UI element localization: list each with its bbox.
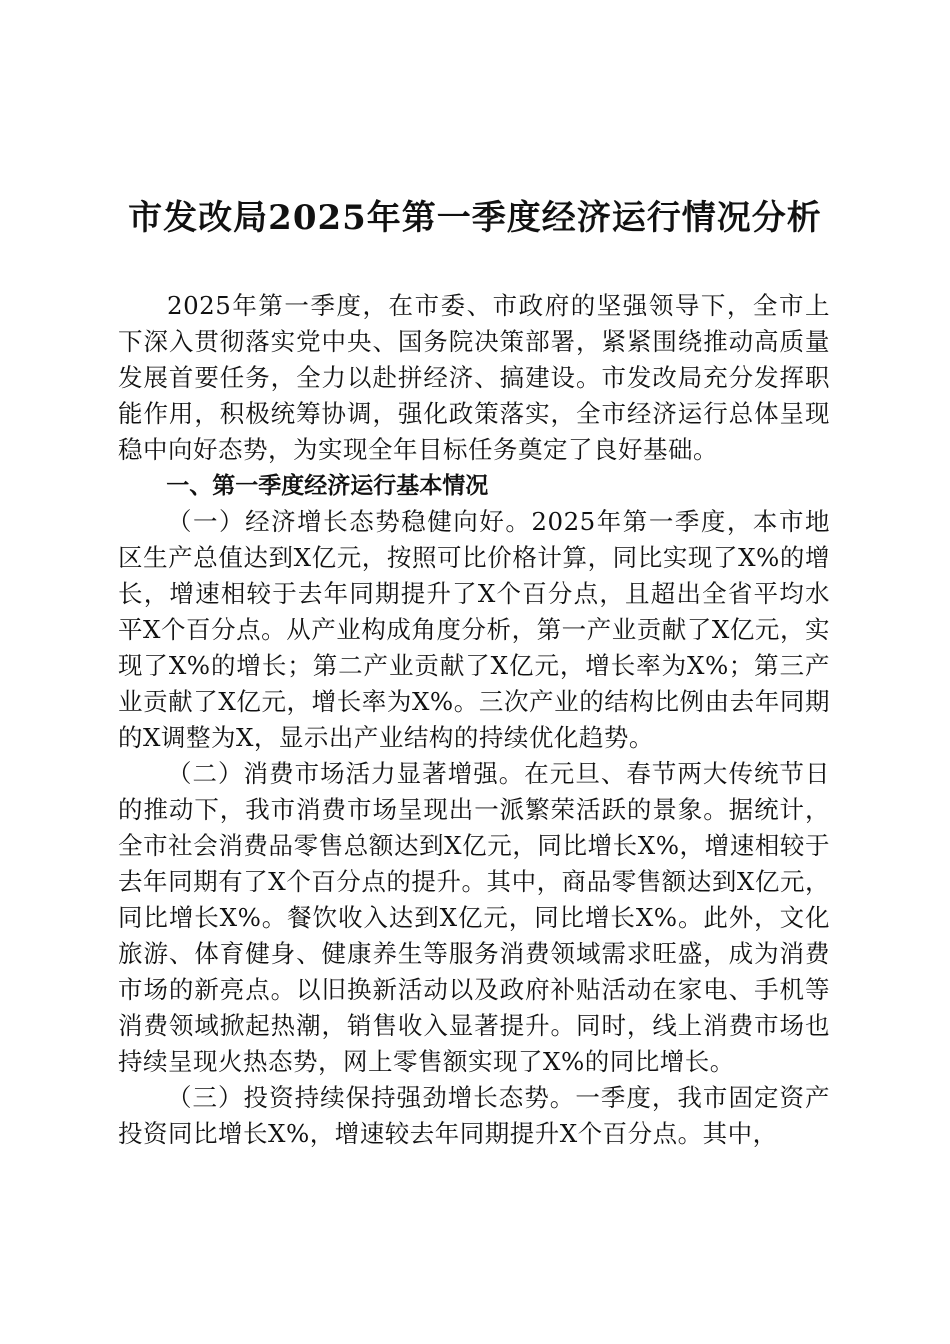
paragraph-lead: （二）消费市场活力显著增强。 [167,759,525,788]
paragraph-text: 一季度，我市固定资产投资同比增长X%，增速较去年同期提升X个百分点。其中， [118,1083,831,1148]
paragraph-economic-growth [118,504,830,756]
paragraph-lead: （三）投资持续保持强劲增长态势。 [167,1083,576,1112]
paragraph-text: 2025年第一季度，本市地区生产总值达到X亿元，按照可比价格计算，同比实现了X%的增长，增速相较于去年同期提升了X个百分点，且超出全省平均水平X个百分点。从产业构成角度分析，第一产业贡献了X亿元，实现了X%的增长；第二产业贡献了X亿元，增长率为X%；第三产业贡献了X亿元，增长率为X%。三次产业的结构比例由去年同期的X调整为X，显示出产业结构的持续优化趋势。 [118,507,830,752]
document-title: 市发改局2025年第一季度经济运行情况分析 [128,198,822,238]
intro-paragraph: 2025年第一季度，在市委、市政府的坚强领导下，全市上下深入贯彻落实党中央、国务院决策部署，紧紧围绕推动高质量发展首要任务，全力以赴拼经济、搞建设。市发改局充分发挥职能作用，积极统筹协调，强化政策落实，全市经济运行总体呈现稳中向好态势，为实现全年目标任务奠定了良好基础。 [118,291,830,464]
paragraph-investment [118,1080,830,1152]
paragraph-consumption [118,756,830,1080]
section-heading: 一、第一季度经济运行基本情况 [166,473,489,499]
paragraph-text: 在元旦、春节两大传统节日的推动下，我市消费市场呈现出一派繁荣活跃的景象。据统计，全市社会消费品零售总额达到X亿元，同比增长X%，增速相较于去年同期有了X个百分点的提升。其中，商品零售额达到X亿元，同比增长X%。餐饮收入达到X亿元，同比增长X%。此外，文化旅游、体育健身、健康养生等服务消费领域需求旺盛，成为消费市场的新亮点。以旧换新活动以及政府补贴活动在家电、手机等消费领域掀起热潮，销售收入显著提升。同时，线上消费市场也持续呈现火热态势，网上零售额实现了X%的同比增长。 [118,759,831,1076]
paragraph-lead: （一）经济增长态势稳健向好。 [167,507,532,536]
document-body [118,288,830,1152]
